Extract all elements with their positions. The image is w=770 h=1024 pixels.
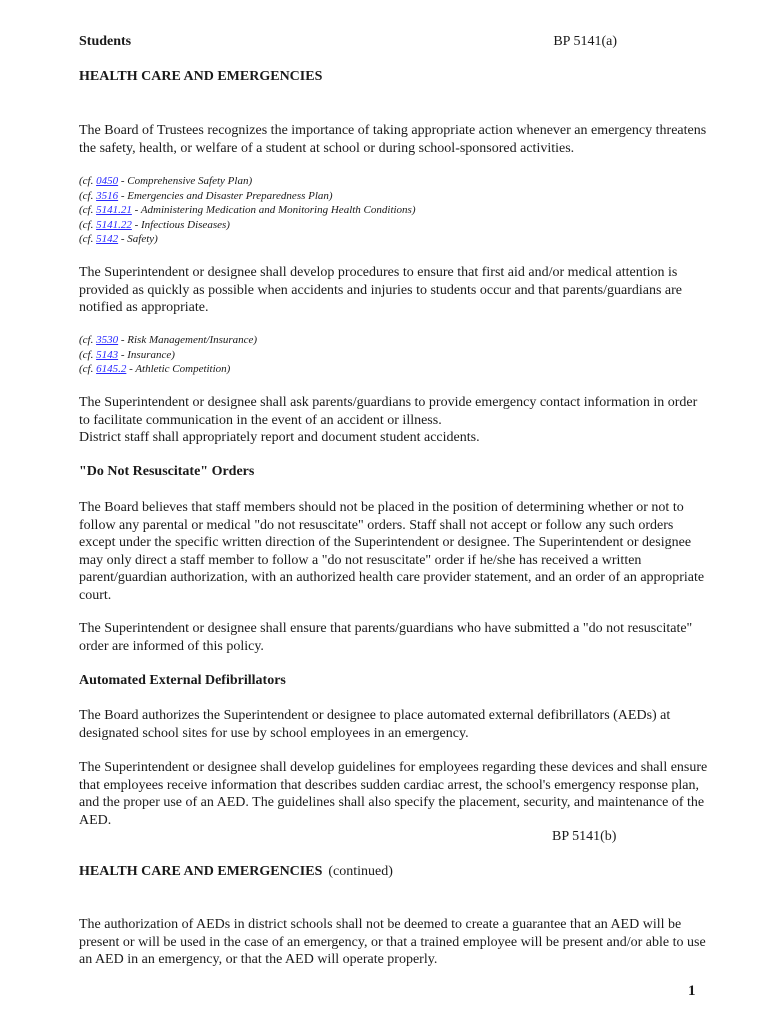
heading-aed: Automated External Defibrillators [79, 673, 286, 688]
cross-reference-list-2 [79, 333, 257, 377]
cross-reference: (cf. 6145.2 - Athletic Competition) [79, 363, 231, 376]
policy-link[interactable]: 3516 [96, 189, 119, 202]
document-title: HEALTH CARE AND EMERGENCIES [79, 69, 323, 84]
paragraph-dnr-policy: The Board believes that staff members should not be placed in the position of determining whether or not to follow any parental or medical "do not resuscitate" orders. Staff shall not accept or follow any such orders except under the specific written direction of the Superintendent or designee. The Superintendent or designee may only direct a staff member to follow a "do not resuscitate" order if he/she has received a written parent/guardian authorization, with an authorized health care provider statement, and an order of an appropriate court. [79, 500, 705, 603]
cross-reference: (cf. 3516 - Emergencies and Disaster Preparedness Plan) [79, 189, 333, 202]
policy-link[interactable]: 5141.22 [96, 218, 132, 231]
policy-code-continued: BP 5141(b) [552, 829, 617, 844]
paragraph-aed-guidelines: The Superintendent or designee shall develop guidelines for employees regarding these devices and shall ensure that employees receive information that describes sudden cardiac arrest, the school's emergency response plan, and the proper use of an AED. The guidelines shall also specify the placement, security, and maintenance of the AED. [79, 760, 708, 828]
cross-reference: (cf. 5141.21 - Administering Medication and Monitoring Health Conditions) [79, 204, 416, 217]
document-title-continued: HEALTH CARE AND EMERGENCIES (continued) [79, 864, 393, 879]
header-section: Students [79, 34, 132, 49]
cross-reference-list-1 [79, 174, 416, 247]
cross-reference: (cf. 5143 - Insurance) [79, 348, 175, 361]
policy-link[interactable]: 5142 [96, 233, 119, 246]
paragraph-first-aid: The Superintendent or designee shall develop procedures to ensure that first aid and/or medical attention is provided as quickly as possible when accidents and injuries to students occur and that parents/guardians are notified as appropriate. [79, 265, 682, 316]
heading-dnr: "Do Not Resuscitate" Orders [79, 464, 255, 479]
paragraph-dnr-inform: The Superintendent or designee shall ensure that parents/guardians who have submitted a "do not resuscitate" order are informed of this policy. [79, 621, 693, 654]
paragraph-aed-authorize: The Board authorizes the Superintendent or designee to place automated external defibrillators (AEDs) at designated school sites for use by school employees in an emergency. [79, 708, 671, 741]
cross-reference: (cf. 3530 - Risk Management/Insurance) [79, 334, 258, 346]
page-number: 1 [688, 983, 696, 999]
policy-link[interactable]: 5143 [96, 348, 119, 361]
cross-reference: (cf. 5141.22 - Infectious Diseases) [79, 218, 230, 231]
header-policy-code: BP 5141(a) [553, 34, 617, 49]
paragraph-emergency-contact: The Superintendent or designee shall ask parents/guardians to provide emergency contact information in order to facilitate communication in the event of an accident or illness. District staff shall appropriately report and document student accidents. [79, 395, 698, 446]
paragraph-aed-liability: The authorization of AEDs in district schools shall not be deemed to create a guarantee that an AED will be present or will be used in the case of an emergency, or that a trained employee will be present and/or able to use an AED in an emergency, or that the AED will operate properly. [79, 917, 706, 968]
policy-link[interactable]: 0450 [96, 175, 119, 187]
policy-link[interactable]: 3530 [96, 334, 119, 346]
policy-link[interactable]: 6145.2 [96, 363, 127, 376]
page-header [79, 34, 617, 50]
cross-reference: (cf. 0450 - Comprehensive Safety Plan) [79, 175, 253, 187]
cross-reference: (cf. 5142 - Safety) [79, 233, 158, 246]
policy-link[interactable]: 5141.21 [96, 204, 132, 217]
paragraph-intro: The Board of Trustees recognizes the importance of taking appropriate action whenever an emergency threatens the safety, health, or welfare of a student at school or during school-sponsored activities. [79, 123, 707, 156]
